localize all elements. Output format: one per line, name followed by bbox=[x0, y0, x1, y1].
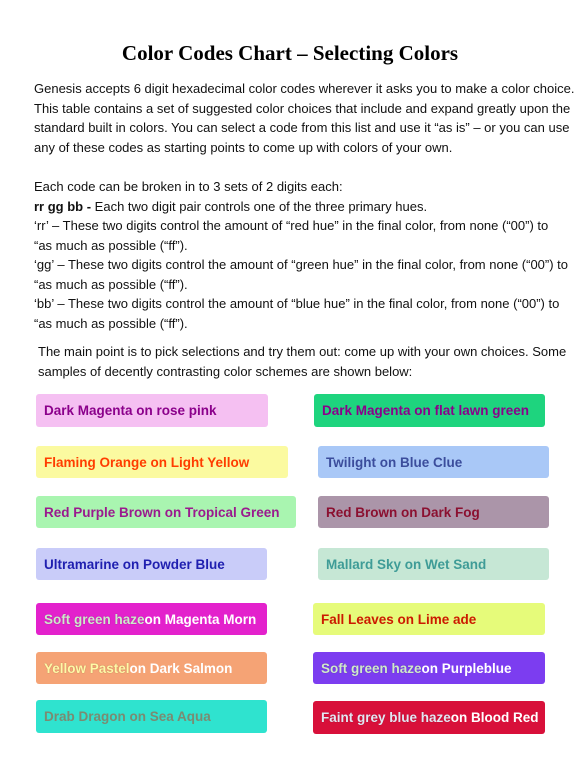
swatch-highlight: Yellow Pastel bbox=[44, 660, 130, 676]
intro-line: Genesis accepts 6 digit hexadecimal color codes wherever it asks you to make a color choice. bbox=[34, 81, 575, 96]
main-point-line: The main point is to pick selections and try them out: come up with your own choices. Some bbox=[38, 344, 567, 359]
swatch-highlight: Soft green haze bbox=[44, 611, 145, 627]
codes-line: ‘gg’ – These two digits control the amount of “green hue” in the final color, from none (“00”) to bbox=[34, 257, 569, 272]
swatch-ultramarine-powder-blue bbox=[36, 548, 267, 580]
swatch-label: Flaming Orange on Light Yellow bbox=[44, 454, 250, 470]
codes-line: ‘rr’ – These two digits control the amount of “red hue” in the final color, from none (“00”) to bbox=[34, 218, 549, 233]
swatch-soft-green-haze-magenta-morn bbox=[36, 603, 267, 635]
intro-line: This table contains a set of suggested color choices that include and expand greatly upon the bbox=[34, 100, 571, 116]
swatch-label: Drab Dragon on Sea Aqua bbox=[44, 709, 211, 724]
main-point-paragraph bbox=[38, 342, 567, 381]
codes-line: ‘bb’ – These two digits control the amount of “blue hue” in the final color, from none (“00”) to bbox=[34, 296, 560, 311]
swatch-fall-leaves-lime-ade bbox=[313, 603, 545, 635]
swatch-dark-magenta-flat-lawn-green bbox=[314, 394, 545, 427]
swatch-mallard-sky-wet-sand bbox=[318, 548, 549, 580]
page-title: Color Codes Chart – Selecting Colors bbox=[121, 41, 459, 65]
swatch-label-rest: on Magenta Morn bbox=[144, 611, 257, 627]
swatch-yellow-pastel-dark-salmon bbox=[36, 652, 267, 684]
codes-explanation bbox=[34, 177, 569, 333]
codes-heading: Each code can be broken in to 3 sets of 2 digits each: bbox=[34, 179, 343, 194]
codes-format-line bbox=[34, 197, 554, 217]
swatch-label: Ultramarine on Powder Blue bbox=[44, 556, 225, 572]
swatch-label: Red Brown on Dark Fog bbox=[326, 504, 480, 520]
swatch-label-rest: on Purpleblue bbox=[421, 660, 512, 676]
swatch-highlight: Soft green haze bbox=[321, 660, 422, 676]
swatch-label: Mallard Sky on Wet Sand bbox=[326, 556, 487, 572]
swatch-label: Twilight on Blue Clue bbox=[326, 454, 463, 470]
intro-line: any of these codes as starting points to come up with colors of your own. bbox=[34, 139, 453, 155]
swatch-red-brown-dark-fog bbox=[318, 496, 549, 528]
swatch-drab-dragon-sea-aqua bbox=[36, 700, 267, 733]
codes-line: “as much as possible (“ff”). bbox=[34, 237, 188, 253]
swatch-label: Red Purple Brown on Tropical Green bbox=[44, 504, 280, 520]
swatch-label: Dark Magenta on rose pink bbox=[44, 403, 217, 418]
intro-paragraph bbox=[34, 79, 575, 157]
codes-format-prefix: rr gg bb - bbox=[34, 198, 95, 214]
main-point-line: samples of decently contrasting color schemes are shown below: bbox=[38, 363, 413, 379]
codes-line: “as much as possible (“ff”). bbox=[34, 315, 188, 331]
swatch-label: Dark Magenta on flat lawn green bbox=[322, 403, 530, 418]
codes-line: “as much as possible (“ff”). bbox=[34, 276, 188, 292]
swatch-faint-grey-blue-haze-blood-red bbox=[313, 701, 545, 734]
swatch-label-rest: on Blood Red bbox=[450, 710, 539, 725]
swatch-label: Fall Leaves on Lime ade bbox=[321, 611, 477, 627]
swatch-soft-green-haze-purpleblue bbox=[313, 652, 545, 684]
swatch-twilight-blue-clue bbox=[318, 446, 549, 478]
codes-format-rest: Each two digit pair controls one of the three primary hues. bbox=[94, 198, 428, 214]
swatch-flaming-orange-light-yellow bbox=[36, 446, 288, 478]
swatch-label-rest: on Dark Salmon bbox=[129, 660, 233, 676]
intro-line: standard built in colors. You can select a code from this list and use it “as is” – or you can use bbox=[34, 120, 570, 135]
swatch-red-purple-brown-tropical-green bbox=[36, 496, 296, 528]
swatch-dark-magenta-rose-pink bbox=[36, 394, 268, 427]
swatch-highlight: Faint grey blue haze bbox=[321, 710, 451, 725]
